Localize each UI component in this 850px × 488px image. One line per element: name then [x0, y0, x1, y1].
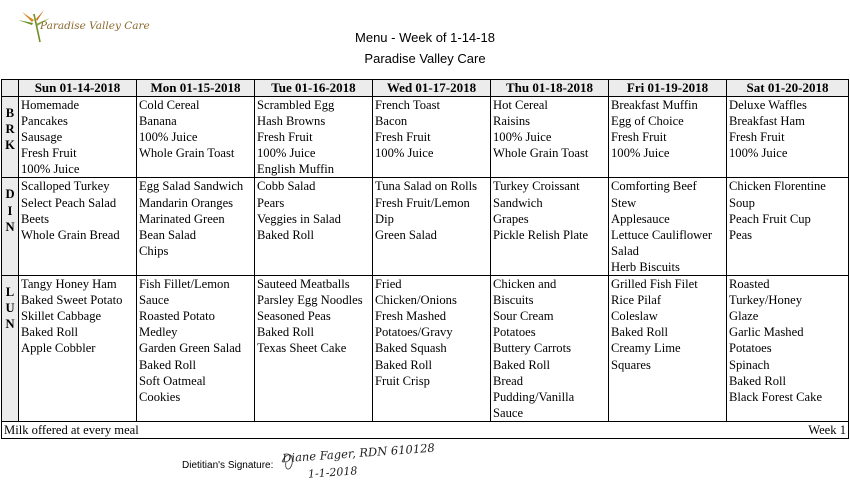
menu-item: Sausage: [21, 130, 63, 145]
menu-item: Fresh Fruit: [257, 130, 313, 145]
menu-item: Fresh Fruit: [375, 130, 431, 145]
menu-item: Cobb Salad: [257, 179, 316, 194]
meal-letter: I: [7, 203, 13, 218]
menu-cell: [255, 97, 373, 178]
menu-cell: [491, 276, 609, 422]
menu-item: Sandwich: [493, 195, 543, 210]
menu-item: Potatoes/Gravy: [375, 325, 453, 340]
menu-cell: [255, 178, 373, 276]
menu-item: Chips: [139, 243, 169, 258]
logo-text: Paradise Valley Care: [40, 20, 150, 32]
menu-item: Chicken and: [493, 277, 557, 292]
meal-row: [2, 178, 849, 276]
menu-item: Bread: [493, 373, 524, 388]
menu-item: Pickle Relish Plate: [493, 227, 589, 242]
menu-item: Lettuce Cauliflower: [611, 227, 713, 242]
menu-cell: [255, 276, 373, 422]
menu-item: Sauce: [139, 293, 170, 308]
facility-name: Paradise Valley Care: [364, 51, 486, 66]
menu-item: Turkey/Honey: [729, 293, 802, 308]
menu-item: Green Salad: [375, 227, 437, 242]
menu-item: Mandarin Oranges: [139, 195, 234, 210]
signature-label: Dietitian's Signature:: [182, 460, 274, 471]
menu-item: Baked Roll: [729, 373, 787, 388]
menu-item: Grilled Fish Filet: [611, 277, 698, 292]
signature-date: 1-1-2018: [307, 464, 358, 481]
day-header: Sat 01-20-2018: [727, 80, 849, 97]
menu-item: Fish Fillet/Lemon: [139, 277, 230, 292]
menu-item: Marinated Green: [139, 211, 225, 226]
menu-item: Raisins: [493, 114, 531, 129]
meal-letter: U: [5, 301, 15, 316]
meal-letter: B: [5, 106, 15, 120]
menu-item: 100% Juice: [493, 130, 552, 145]
menu-item: Banana: [139, 114, 177, 129]
meal-row: [2, 276, 849, 422]
menu-item: Glaze: [729, 309, 759, 324]
menu-item: Veggies in Salad: [257, 211, 341, 226]
menu-item: Tuna Salad on Rolls: [375, 179, 478, 194]
menu-item: Hash Browns: [257, 114, 326, 129]
menu-cell: [609, 178, 727, 276]
menu-item: Egg Salad Sandwich: [139, 179, 244, 194]
meal-letter: K: [5, 138, 15, 153]
menu-item: Fried: [375, 277, 402, 292]
day-header: Mon 01-15-2018: [137, 80, 255, 97]
menu-cell: [19, 97, 137, 178]
menu-item: Baked Roll: [375, 357, 433, 372]
menu-item: 100% Juice: [729, 146, 788, 161]
menu-item: Select Peach Salad: [21, 195, 117, 210]
menu-item: Scrambled Egg: [257, 98, 335, 112]
menu-cell: [137, 97, 255, 178]
menu-item: Pears: [257, 195, 285, 210]
menu-item: 100% Juice: [375, 146, 434, 161]
menu-item: Dip: [375, 211, 394, 226]
menu-item: Squares: [611, 357, 651, 372]
menu-item: Roasted Potato: [139, 309, 215, 324]
menu-item: Baked Roll: [493, 357, 551, 372]
menu-item: Garden Green Salad: [139, 341, 242, 356]
menu-item: Soup: [729, 195, 755, 210]
menu-item: Sour Cream: [493, 309, 554, 324]
menu-item: Roasted: [729, 277, 770, 292]
day-header: Tue 01-16-2018: [255, 80, 373, 97]
menu-cell: [373, 97, 491, 178]
menu-item: English Muffin: [257, 162, 335, 177]
menu-item: Garlic Mashed: [729, 325, 804, 340]
signature-name: Diane Fager, RDN 610128: [281, 440, 436, 466]
menu-item: Scalloped Turkey: [21, 179, 110, 194]
day-header: Thu 01-18-2018: [491, 80, 609, 97]
menu-item: Tangy Honey Ham: [21, 277, 117, 292]
menu-item: Comforting Beef: [611, 179, 697, 194]
menu-item: Pancakes: [21, 114, 68, 129]
menu-item: Whole Grain Toast: [493, 146, 589, 161]
menu-item: Skillet Cabbage: [21, 309, 102, 324]
day-header: Sun 01-14-2018: [19, 80, 137, 97]
menu-item: Egg of Choice: [611, 114, 684, 129]
menu-item: Creamy Lime: [611, 341, 681, 356]
menu-item: Baked Sweet Potato: [21, 293, 123, 308]
menu-cell: [373, 178, 491, 276]
menu-item: Herb Biscuits: [611, 259, 680, 274]
meal-letter: R: [5, 122, 15, 137]
menu-item: Biscuits: [493, 293, 534, 308]
footer-cell: [2, 422, 849, 439]
meal-letter: D: [5, 187, 15, 202]
menu-item: Breakfast Ham: [729, 114, 805, 129]
menu-cell: [137, 276, 255, 422]
menu-item: Baked Roll: [21, 325, 79, 340]
menu-item: Coleslaw: [611, 309, 658, 324]
meal-letter: L: [5, 285, 15, 300]
menu-item: Baked Roll: [139, 357, 197, 372]
meal-letter: N: [5, 317, 15, 332]
menu-item: Fresh Fruit: [21, 146, 77, 161]
menu-item: Baked Roll: [611, 325, 669, 340]
menu-item: Baked Roll: [257, 227, 315, 242]
menu-cell: [491, 178, 609, 276]
footer-row: [2, 422, 849, 439]
menu-item: Applesauce: [611, 211, 670, 226]
menu-item: Grapes: [493, 211, 529, 226]
week-label: Week 1: [808, 423, 846, 438]
menu-item: Chicken Florentine: [729, 179, 826, 194]
menu-cell: [373, 276, 491, 422]
meal-letter: N: [5, 219, 15, 234]
menu-item: Seasoned Peas: [257, 309, 331, 324]
meal-label: [2, 276, 19, 422]
menu-item: Pudding/Vanilla: [493, 389, 575, 404]
corner-cell: [2, 80, 19, 97]
menu-item: Cold Cereal: [139, 98, 200, 112]
menu-item: Homemade: [21, 98, 80, 112]
menu-item: Spinach: [729, 357, 770, 372]
menu-item: Baked Roll: [257, 325, 315, 340]
menu-cell: [19, 178, 137, 276]
menu-item: Fresh Fruit/Lemon: [375, 195, 470, 210]
menu-item: Rice Pilaf: [611, 293, 662, 308]
day-header: Fri 01-19-2018: [609, 80, 727, 97]
menu-item: Soft Oatmeal: [139, 373, 206, 388]
menu-item: Peas: [729, 227, 753, 242]
menu-item: Breakfast Muffin: [611, 98, 698, 112]
menu-item: Fresh Fruit: [729, 130, 785, 145]
menu-cell: [137, 178, 255, 276]
milk-note: Milk offered at every meal: [4, 423, 139, 438]
menu-table: [1, 79, 849, 439]
menu-cell: [491, 97, 609, 178]
menu-item: French Toast: [375, 98, 440, 112]
menu-item: Sauce: [493, 405, 524, 420]
menu-cell: [19, 276, 137, 422]
day-header: Wed 01-17-2018: [373, 80, 491, 97]
menu-item: 100% Juice: [611, 146, 670, 161]
menu-item: Texas Sheet Cake: [257, 341, 347, 356]
menu-item: Stew: [611, 195, 637, 210]
menu-cell: [609, 276, 727, 422]
menu-item: Fruit Crisp: [375, 373, 430, 388]
menu-item: 100% Juice: [21, 162, 80, 177]
meal-label: [2, 97, 19, 178]
menu-item: Parsley Egg Noodles: [257, 293, 363, 308]
meal-row: [2, 97, 849, 178]
menu-item: Potatoes: [493, 325, 536, 340]
day-header-row: [2, 80, 849, 97]
menu-item: Whole Grain Toast: [139, 146, 235, 161]
menu-item: Black Forest Cake: [729, 389, 823, 404]
menu-item: Bacon: [375, 114, 408, 129]
menu-item: Buttery Carrots: [493, 341, 571, 356]
menu-body: [2, 97, 849, 439]
menu-cell: [727, 178, 849, 276]
menu-item: Peach Fruit Cup: [729, 211, 811, 226]
page-title: Menu - Week of 1-14-18: [355, 30, 495, 45]
menu-cell: [727, 97, 849, 178]
menu-item: Fresh Fruit: [611, 130, 667, 145]
menu-cell: [727, 276, 849, 422]
menu-item: Deluxe Waffles: [729, 98, 807, 112]
menu-item: Whole Grain Bread: [21, 227, 120, 242]
menu-item: 100% Juice: [139, 130, 198, 145]
menu-item: Baked Squash: [375, 341, 447, 356]
menu-item: Salad: [611, 243, 639, 258]
menu-item: Apple Cobbler: [21, 341, 96, 356]
menu-item: Potatoes: [729, 341, 772, 356]
menu-item: Medley: [139, 325, 178, 340]
menu-item: 100% Juice: [257, 146, 316, 161]
menu-item: Turkey Croissant: [493, 179, 580, 194]
menu-item: Fresh Mashed: [375, 309, 447, 324]
meal-label: [2, 178, 19, 276]
menu-item: Hot Cereal: [493, 98, 548, 112]
menu-item: Sauteed Meatballs: [257, 277, 350, 292]
menu-cell: [609, 97, 727, 178]
menu-item: Beets: [21, 211, 49, 226]
menu-item: Chicken/Onions: [375, 293, 457, 308]
menu-item: Cookies: [139, 389, 181, 404]
menu-item: Bean Salad: [139, 227, 197, 242]
